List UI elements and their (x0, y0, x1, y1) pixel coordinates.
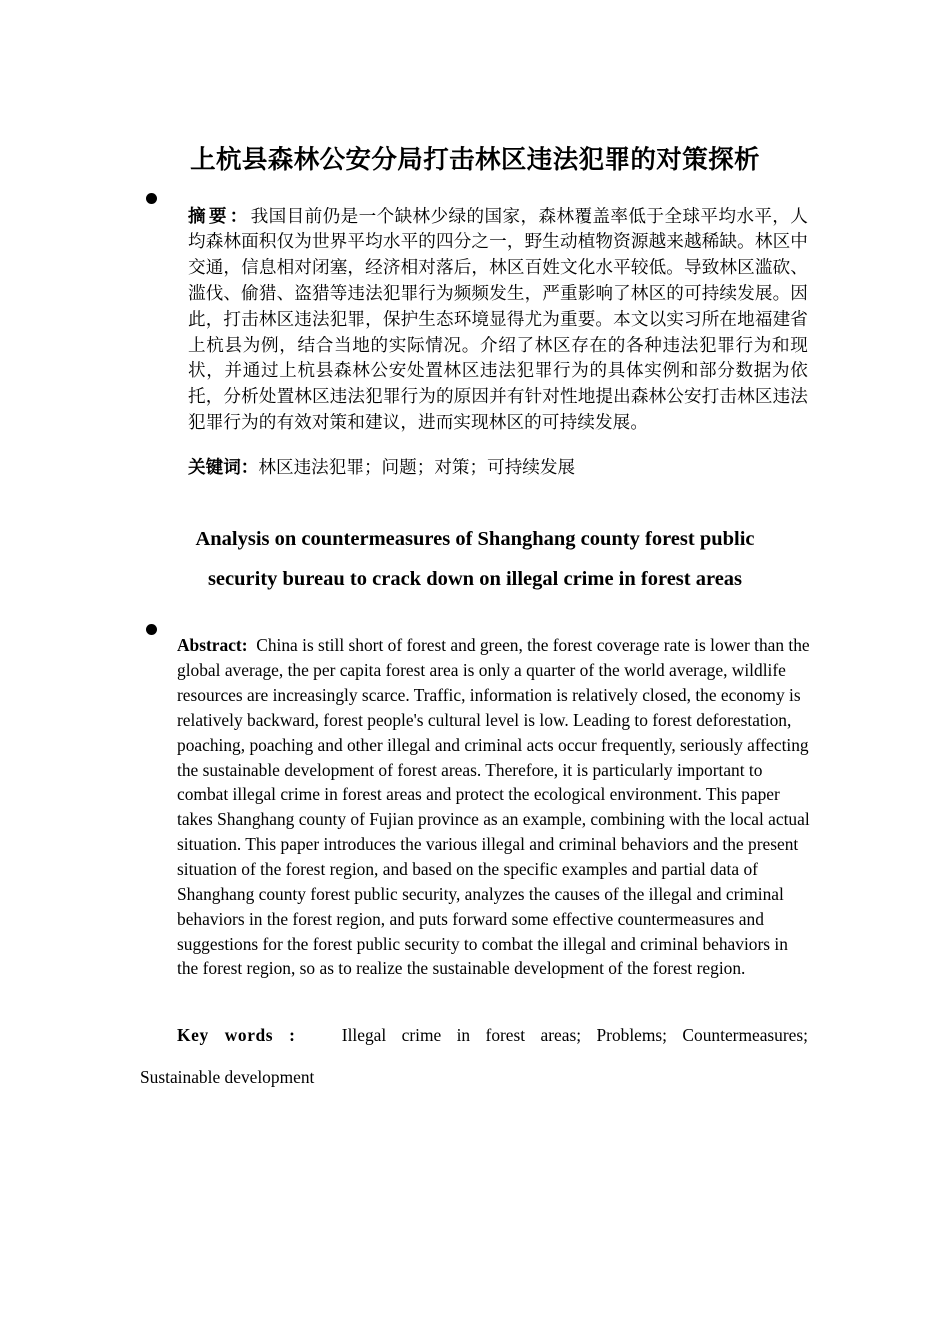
chinese-abstract-paragraph (188, 204, 808, 437)
english-title-line-2: security bureau to crack down on illegal crime in forest areas (207, 568, 743, 590)
english-abstract-label: Abstract: (177, 635, 248, 656)
english-keywords-label: Key words : (177, 1025, 296, 1046)
english-keywords-text: Illegal crime in forest areas; Problems; Countermeasures; (341, 1025, 808, 1046)
english-abstract-paragraph (177, 633, 811, 981)
english-keywords-line (177, 1023, 808, 1048)
chinese-keywords-label: 关键词： (188, 456, 259, 478)
chinese-keywords-line (188, 455, 808, 482)
page-title-english (150, 519, 800, 599)
chinese-abstract-label: 摘要： (188, 205, 251, 227)
english-abstract-block (146, 616, 811, 999)
chinese-keywords-text: 林区违法犯罪；问题；对策；可持续发展 (258, 457, 576, 478)
english-keywords-continuation: Sustainable development (140, 1067, 315, 1088)
english-abstract-text: China is still short of forest and green, the forest coverage rate is lower than the global average, the per capita forest area is only a quarter of the world average, wildlife resources are increasingly scarce. Traffic, information is relatively closed, the economy is relatively backward, forest people's cultural level is low. Leading to forest deforestation, poaching, poaching and other illegal and criminal acts occur frequently, seriously affecting the sustainable development of forest areas. Therefore, it is particularly important to combat illegal crime in forest areas and protect the ecological environment. This paper takes Shanghang county of Fujian province as an example, combining with the local actual situation. This paper introduces the various illegal and criminal behaviors and the present situation of the forest region, and based on the specific examples and partial data of Shanghang county forest public security, analyzes the causes of the illegal and criminal behaviors in the forest region, and puts forward some effective countermeasures and suggestions for the forest public security to combat the illegal and criminal behaviors in the forest region, so as to realize the sustainable development of the forest region. (177, 635, 810, 979)
bullet-point-icon (146, 193, 157, 204)
page-title-chinese: 上杭县森林公安分局打击林区违法犯罪的对策探析 (190, 145, 760, 176)
chinese-abstract-text: 我国目前仍是一个缺林少绿的国家，森林覆盖率低于全球平均水平，人均森林面积仅为世界平均水平的四分之一，野生动植物资源越来越稀缺。林区中交通，信息相对闭塞，经济相对落后，林区百姓文化水平较低。导致林区滥砍、滥伐、偷猎、盗猎等违法犯罪行为频频发生，严重影响了林区的可持续发展。因此，打击林区违法犯罪，保护生态环境显得尤为重要。本文以实习所在地福建省上杭县为例，结合当地的实际情况。介绍了林区存在的各种违法犯罪行为和现状，并通过上杭县森林公安处置林区违法犯罪行为的具体实例和部分数据为依托，分析处置林区违法犯罪行为的原因并有针对性地提出森林公安打击林区违法犯罪行为的有效对策和建议，进而实现林区的可持续发展。 (188, 206, 808, 433)
english-title-line-1: Analysis on countermeasures of Shanghang county forest public (195, 528, 755, 550)
chinese-abstract-block (146, 186, 808, 454)
english-keywords-spacer (296, 1025, 342, 1045)
english-abstract-spacer (248, 635, 257, 655)
bullet-point-icon (146, 624, 157, 635)
